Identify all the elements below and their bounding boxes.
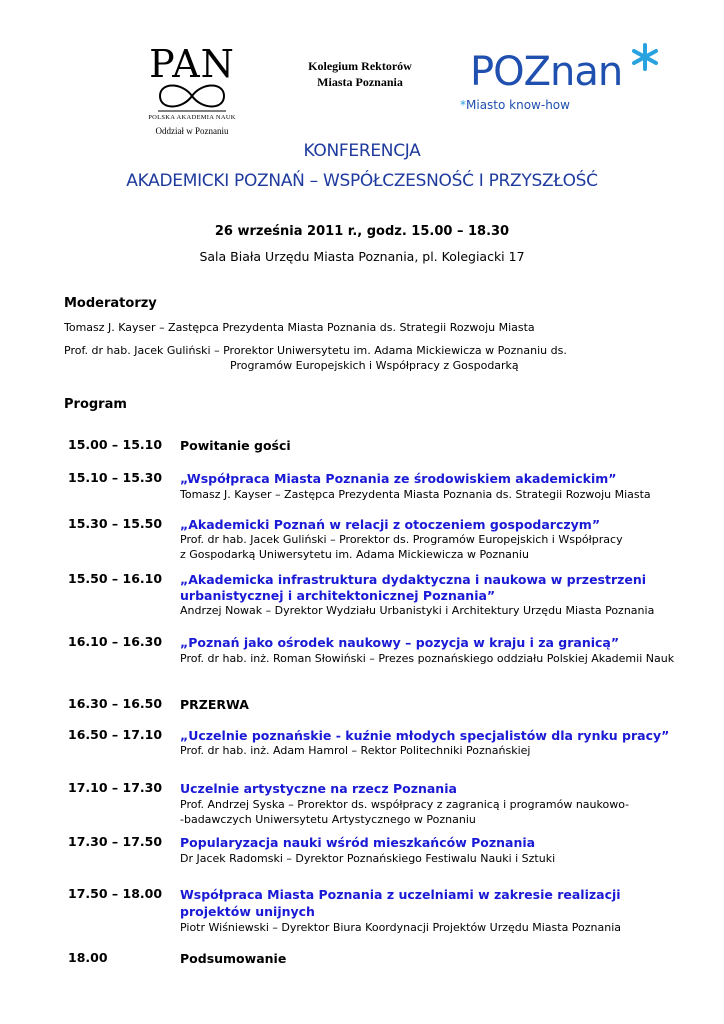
program-title: Uczelnie artystyczne na rzecz Poznania bbox=[180, 781, 457, 796]
moderator-2: Prof. dr hab. Jacek Guliński – Prorektor Uniwersytetu im. Adama Mickiewicza w Poznaniu ds. bbox=[64, 344, 567, 357]
small-asterisk-icon: * bbox=[460, 98, 466, 112]
program-title: „Uczelnie poznańskie - kuźnie młodych specjalistów dla rynku pracy” bbox=[180, 728, 670, 743]
program-time: 16.10 – 16.30 bbox=[68, 634, 163, 649]
pan-logo-letters: PAN bbox=[149, 42, 235, 86]
program-speaker: Prof. dr hab. inż. Adam Hamrol – Rektor Politechniki Poznańskiej bbox=[180, 744, 531, 757]
program-time: 16.30 – 16.50 bbox=[68, 696, 163, 711]
pan-infinity-emblem bbox=[154, 78, 230, 114]
program-title: „Akademicki Poznań w relacji z otoczeniem gospodarczym” bbox=[180, 517, 601, 532]
program-title: Współpraca Miasta Poznania z uczelniami w zakresie realizacji bbox=[180, 887, 621, 902]
asterisk-star-icon bbox=[630, 42, 660, 72]
kolegium-rektorow bbox=[290, 58, 430, 90]
program-title: Popularyzacja nauki wśród mieszkańców Poznania bbox=[180, 835, 536, 850]
poznan-logo-word: POZnan bbox=[470, 49, 623, 95]
program-time: 15.00 – 15.10 bbox=[68, 437, 163, 452]
program-speaker: Dr Jacek Radomski – Dyrektor Poznańskiego Festiwalu Nauki i Sztuki bbox=[180, 852, 556, 865]
program-title: „Poznań jako ośrodek naukowy – pozycja w kraju i za granicą” bbox=[180, 635, 620, 650]
conference-venue: Sala Biała Urzędu Miasta Poznania, pl. Kolegiacki 17 bbox=[199, 249, 525, 264]
program-time: 17.30 – 17.50 bbox=[68, 834, 163, 849]
program-speaker-continued: z Gospodarką Uniwersytetu im. Adama Mickiewicza w Poznaniu bbox=[180, 548, 529, 561]
kolegium-line-1: Kolegium Rektorów bbox=[308, 59, 412, 73]
program-time: 18.00 bbox=[68, 950, 108, 965]
program-speaker: Prof. dr hab. inż. Roman Słowiński – Prezes poznańskiego oddziału Polskiej Akademii Nauk bbox=[180, 652, 675, 665]
program-title: „Akademicka infrastruktura dydaktyczna i naukowa w przestrzeni bbox=[180, 572, 647, 587]
program-speaker: Tomasz J. Kayser – Zastępca Prezydenta Miasta Poznania ds. Strategii Rozwoju Miasta bbox=[180, 488, 651, 501]
moderator-2-continued: Programów Europejskich i Współpracy z Gospodarką bbox=[230, 359, 519, 372]
pan-subtitle: POLSKA AKADEMIA NAUK bbox=[148, 114, 236, 121]
program-title-continued: urbanistycznej i architektonicznej Poznania” bbox=[180, 588, 496, 603]
program-time: 15.30 – 15.50 bbox=[68, 516, 163, 531]
conference-label: KONFERENCJA bbox=[303, 141, 421, 161]
poznan-tagline-text: Miasto know-how bbox=[466, 98, 570, 112]
program-speaker-continued: -badawczych Uniwersytetu Artystycznego w Poznaniu bbox=[180, 813, 476, 826]
pan-branch: Oddział w Poznaniu bbox=[155, 126, 229, 136]
program-speaker: Piotr Wiśniewski – Dyrektor Biura Koordynacji Projektów Urzędu Miasta Poznania bbox=[180, 921, 622, 934]
moderators-heading: Moderatorzy bbox=[64, 296, 157, 311]
program-time: 16.50 – 17.10 bbox=[68, 727, 163, 742]
program-title: „Współpraca Miasta Poznania ze środowiskiem akademickim” bbox=[180, 471, 617, 486]
program-title-continued: projektów unijnych bbox=[180, 904, 315, 919]
pan-logo bbox=[140, 44, 244, 142]
program-time: 17.10 – 17.30 bbox=[68, 780, 163, 795]
program-time: 17.50 – 18.00 bbox=[68, 886, 163, 901]
program-time: 15.50 – 16.10 bbox=[68, 571, 163, 586]
conference-title: AKADEMICKI POZNAŃ – WSPÓŁCZESNOŚĆ I PRZYSZŁOŚĆ bbox=[126, 171, 598, 191]
program-title: PRZERWA bbox=[180, 697, 249, 712]
program-speaker: Prof. dr hab. Jacek Guliński – Prorektor ds. Programów Europejskich i Współpracy bbox=[180, 533, 623, 546]
conference-date: 26 września 2011 r., godz. 15.00 – 18.30 bbox=[214, 224, 510, 239]
poznan-logo bbox=[460, 40, 670, 120]
poznan-tagline bbox=[460, 98, 570, 112]
program-title: Podsumowanie bbox=[180, 951, 287, 966]
program-speaker: Andrzej Nowak – Dyrektor Wydziału Urbanistyki i Architektury Urzędu Miasta Poznania bbox=[180, 604, 655, 617]
program-heading: Program bbox=[64, 397, 127, 412]
program-time: 15.10 – 15.30 bbox=[68, 470, 163, 485]
program-title: Powitanie gości bbox=[180, 438, 291, 453]
kolegium-line-2: Miasta Poznania bbox=[317, 75, 403, 89]
program-speaker: Prof. Andrzej Syska – Prorektor ds. współpracy z zagranicą i programów naukowo- bbox=[180, 798, 630, 811]
moderator-1: Tomasz J. Kayser – Zastępca Prezydenta Miasta Poznania ds. Strategii Rozwoju Miasta bbox=[64, 321, 535, 334]
